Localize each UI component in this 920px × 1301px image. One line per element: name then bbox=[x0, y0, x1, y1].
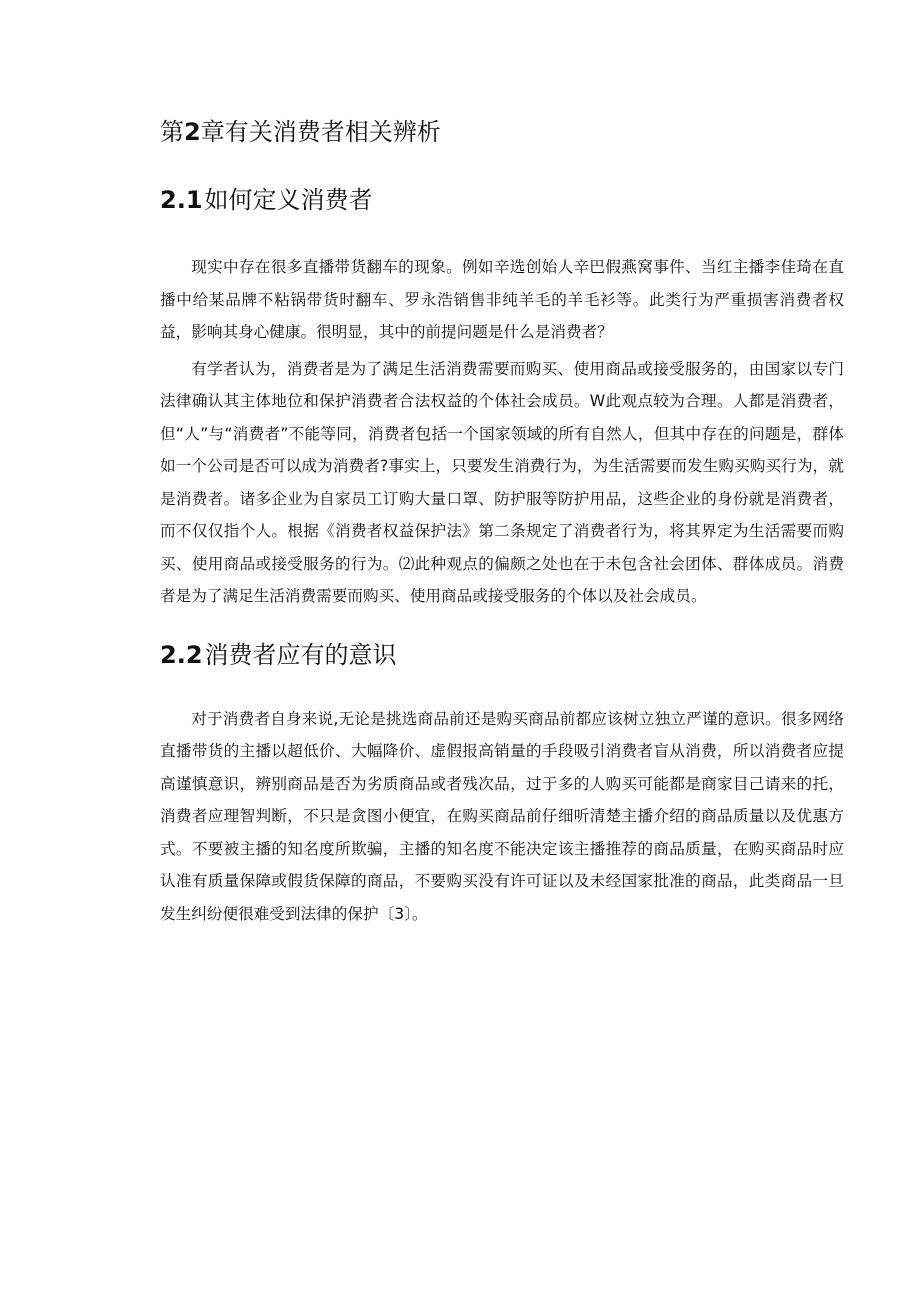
section-body-2-2 bbox=[160, 703, 844, 931]
section-number: 2.2 bbox=[160, 640, 203, 669]
section-number: 2.1 bbox=[160, 186, 203, 214]
chapter-number: 2 bbox=[184, 118, 201, 146]
paragraph: 对于消费者自身来说,无论是挑选商品前还是购买商品前都应该树立独立严谨的意识。很多网络直播带货的主播以超低价、大幅降价、虚假报高销量的手段吸引消费者盲从消费，所以消费者应提高谨慎意识，辨别商品是否为劣质商品或者残次品，过于多的人购买可能都是商家目己请来的托，消费者应理智判断，不只是贪图小便宜，在购买商品前仔细听清楚主播介绍的商品质量以及优惠方式。不要被主播的知名度所欺骗，主播的知名度不能决定该主播推荐的商品质量，在购买商品时应认准有质量保障或假货保障的商品，不要购买没有许可证以及未经国家批准的商品，此类商品一旦发生纠纷便很难受到法律的保护〔3〕。 bbox=[160, 709, 844, 923]
section-heading-2-1 bbox=[160, 180, 844, 220]
chapter-title-text: 章有关消费者相关辨析 bbox=[200, 118, 441, 146]
section-title-text: 如何定义消费者 bbox=[204, 186, 373, 214]
section-heading-2-2 bbox=[160, 635, 844, 675]
document-page bbox=[160, 112, 844, 930]
section-body-2-1 bbox=[160, 251, 844, 613]
chapter-title bbox=[160, 112, 844, 152]
section-title-text: 消费者应有的意识 bbox=[204, 640, 397, 669]
paragraph: 现实中存在很多直播带货翻车的现象。例如辛选创始人辛巴假燕窝事件、当红主播李佳琦在直播中给某品牌不粘锅带货时翻车、罗永浩销售非纯羊毛的羊毛衫等。此类行为严重损害消费者权益，影响其身心健康。很明显，其中的前提问题是什么是消费者？ bbox=[160, 258, 844, 341]
paragraph: 有学者认为，消费者是为了满足生活消费需要而购买、使用商品或接受服务的，由国家以专门法律确认其主体地位和保护消费者合法权益的个体社会成员。W此观点较为合理。人都是消费者，但“人”与“消费者”不能等同，消费者包括一个国家领域的所有自然人，但其中存在的问题是，群体如一个公司是否可以成为消费者?事实上，只要发生消费行为，为生活需要而发生购买购买行为，就是消费者。诸多企业为自家员工订购大量口罩、防护服等防护用品，这些企业的身份就是消费者，而不仅仅指个人。根据《消费者权益保护法》第二条规定了消费者行为，将其界定为生活需要而购买、使用商品或接受服务的行为。⑵此种观点的偏颇之处也在于未包含社会团体、群体成员。消费者是为了满足生活消费需要而购买、使用商品或接受服务的个体以及社会成员。 bbox=[160, 359, 844, 605]
chapter-prefix: 第 bbox=[160, 118, 184, 146]
